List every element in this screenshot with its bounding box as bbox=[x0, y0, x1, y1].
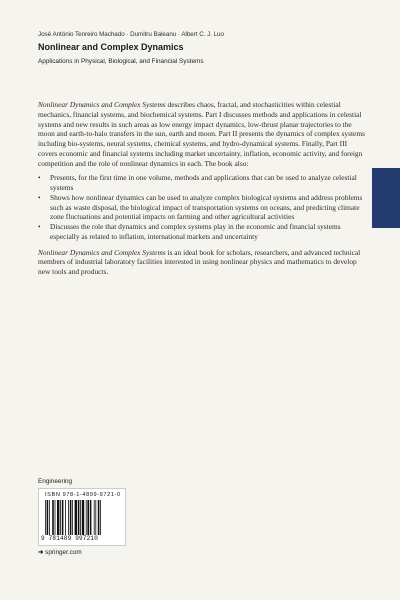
barcode-panel bbox=[38, 488, 126, 546]
arrow-icon: ➜ bbox=[38, 549, 44, 556]
book-title: Nonlinear and Complex Dynamics bbox=[38, 42, 184, 52]
bullet-icon: • bbox=[38, 192, 41, 202]
description-body bbox=[38, 100, 368, 277]
publisher-url: springer.com bbox=[45, 549, 82, 556]
barcode-bar bbox=[94, 500, 95, 535]
barcode-bar bbox=[45, 500, 46, 535]
barcode-bar bbox=[60, 500, 61, 535]
barcode-bar bbox=[95, 500, 96, 535]
list-item-text: Discusses the role that dynamics and complex systems play in the economic and financial systems especially as related to inflation, international markets and uncertainty bbox=[50, 222, 341, 241]
barcode-bar bbox=[82, 500, 84, 535]
barcode-bar bbox=[78, 500, 80, 535]
bullet-icon: • bbox=[38, 222, 41, 231]
list-item bbox=[38, 193, 368, 222]
barcode-bar bbox=[49, 500, 50, 535]
barcode-bar bbox=[80, 500, 81, 535]
isbn-number: ISBN 978-1-4899-9721-0 bbox=[45, 492, 121, 498]
closing-book-name: Nonlinear Dynamics and Complex Systems bbox=[38, 247, 166, 257]
barcode-bar bbox=[87, 500, 89, 535]
barcode-bar bbox=[86, 500, 87, 535]
barcode-digits: 9 781489 997210 bbox=[41, 535, 99, 542]
book-subtitle: Applications in Physical, Biological, and Financial Systems bbox=[38, 58, 204, 65]
barcode-bar bbox=[98, 500, 100, 535]
barcode-bar bbox=[72, 500, 73, 535]
closing-text: is an ideal book for scholars, researchers, and advanced technical members of industrial laboratory facilities interested in using nonlinear physics and mathematics to develop new tools and products. bbox=[38, 247, 361, 276]
barcode-bar bbox=[90, 500, 92, 535]
list-item bbox=[38, 173, 368, 193]
color-tab bbox=[372, 168, 400, 228]
intro-text: describes chaos, fractal, and stochasticities within celestial mechanics, financial systems, and biochemical systems. Part I discusses methods and applications in celestial systems and new results in such areas as low energy impact dynamics, low-thrust planar trajectories to the moon and earth-to-halo transfers in the sun, earth and moon. Part II presents the dynamics of complex systems including bio-systems, neural systems, chemical systems, and hydro-dynamical systems. Finally, Part III covers economic and financial systems including market uncertainty, inflation, economic activity, and foreign competition and the role of nonlinear dynamics in each. The book also: bbox=[38, 100, 365, 168]
barcode-bar bbox=[68, 500, 69, 535]
authors-line: José António Tenreiro Machado · Dumitru Baleanu · Albert C. J. Luo bbox=[38, 31, 224, 38]
intro-paragraph bbox=[38, 100, 368, 168]
barcode-bar bbox=[100, 500, 101, 535]
intro-book-name: Nonlinear Dynamics and Complex Systems bbox=[38, 100, 166, 109]
publisher-link[interactable] bbox=[38, 548, 82, 556]
list-item bbox=[38, 222, 368, 242]
closing-paragraph bbox=[38, 248, 368, 277]
barcode-bar bbox=[62, 500, 64, 535]
bullet-icon: • bbox=[38, 173, 41, 183]
barcode-bar bbox=[52, 500, 54, 535]
barcode-bar bbox=[57, 500, 59, 535]
barcode-bar bbox=[47, 500, 49, 535]
feature-list bbox=[38, 173, 368, 241]
barcode-bar bbox=[70, 500, 72, 535]
list-item-text: Shows how nonlinear dynamics can be used to analyze complex biological systems and address problems such as waste disposal, the biological impact of transportation systems on oceans, and predicting climate zone fluctuations and potential impacts on farming and other agricultural activities bbox=[50, 192, 363, 222]
barcode-bar bbox=[75, 500, 77, 535]
barcode-bar bbox=[65, 500, 66, 535]
category-label: Engineering bbox=[38, 478, 73, 485]
barcode-bar bbox=[55, 500, 56, 535]
barcode-icon bbox=[45, 500, 119, 535]
list-item-text: Presents, for the first time in one volume, methods and applications that can be used to analyze celestial systems bbox=[50, 173, 357, 192]
